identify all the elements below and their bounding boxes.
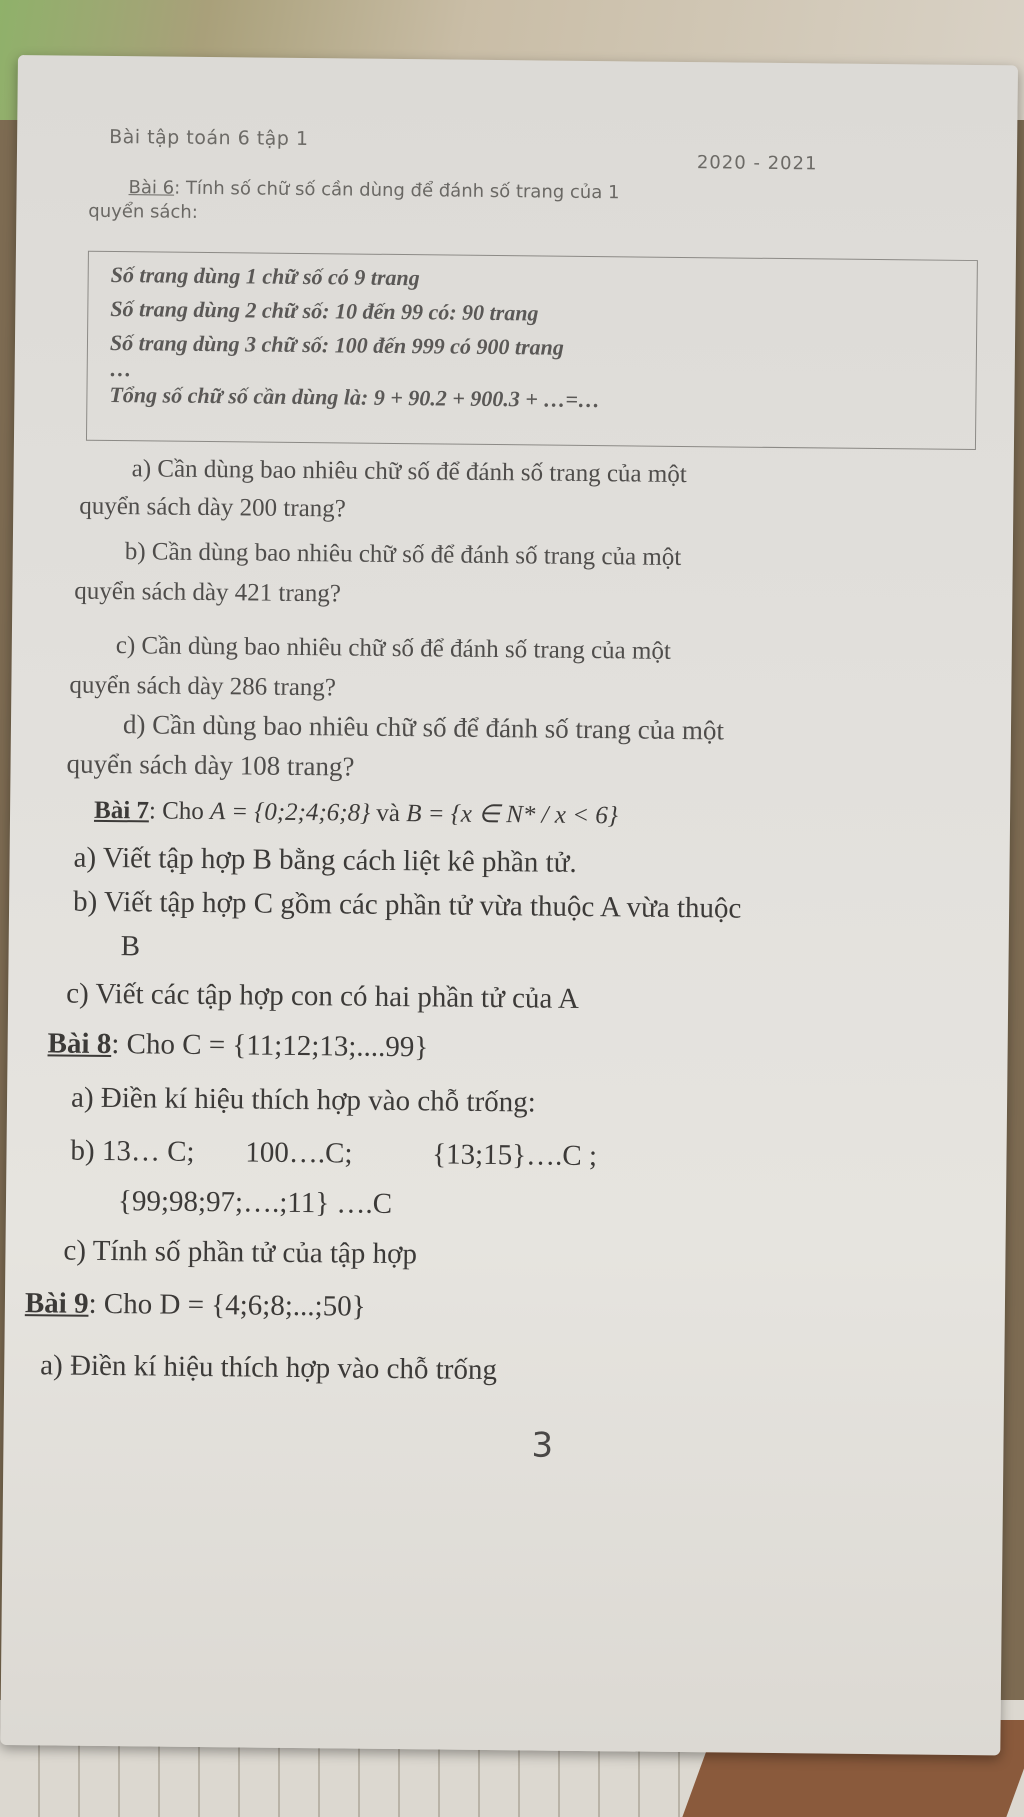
question-6b-line1: b) Cần dùng bao nhiêu chữ số để đánh số trang của một bbox=[124, 538, 682, 571]
hint-box bbox=[86, 251, 978, 450]
set-a: A = {0;2;4;6;8} bbox=[209, 798, 371, 827]
question-6a-line1: a) Cần dùng bao nhiêu chữ số để đánh số trang của một bbox=[131, 455, 687, 489]
question-7b-line1: b) Viết tập hợp C gồm các phần tử vừa thuộc A vừa thuộc bbox=[72, 885, 742, 925]
hint-line-1: Số trang dùng 1 chữ số có 9 trang bbox=[110, 261, 420, 291]
question-6d-line1: d) Cần dùng bao nhiêu chữ số để đánh số trang của một bbox=[122, 709, 725, 746]
exercise-9-label: Bài 9 bbox=[24, 1287, 89, 1320]
question-8b-line2: {99;98;97;….;11} ….C bbox=[117, 1185, 393, 1220]
question-6b-line2: quyển sách dày 421 trang? bbox=[74, 577, 342, 608]
exercise-9-prompt: Bài 9: Cho D = {4;6;8;...;50} bbox=[24, 1287, 366, 1323]
question-6c-line1: c) Cần dùng bao nhiêu chữ số để đánh số trang của một bbox=[115, 632, 672, 665]
exercise-7-label: Bài 7 bbox=[93, 796, 150, 825]
exercise-7-prompt: Bài 7: Cho A = {0;2;4;6;8} và B = {x ∈ N* / x < 6} bbox=[93, 796, 618, 830]
exercise-8-label: Bài 8 bbox=[47, 1027, 112, 1061]
question-8b-line1: b) 13… C; 100….C; {13;15}….C ; bbox=[70, 1134, 598, 1173]
question-8a: a) Điền kí hiệu thích hợp vào chỗ trống: bbox=[70, 1081, 536, 1119]
question-7c: c) Viết các tập hợp con có hai phần tử của A bbox=[66, 977, 580, 1015]
hint-line-3: Số trang dùng 3 chữ số: 100 đến 999 có 900 trang bbox=[109, 329, 564, 360]
book-title: Bài tập toán 6 tập 1 bbox=[109, 125, 309, 151]
page-number: 3 bbox=[531, 1425, 554, 1466]
question-6a-line2: quyển sách dày 200 trang? bbox=[79, 492, 346, 523]
exercise-8-prompt: Bài 8: Cho C = {11;12;13;....99} bbox=[47, 1027, 429, 1064]
exercise-6-label: Bài 6 bbox=[128, 177, 175, 199]
book-page bbox=[0, 55, 1018, 1755]
hint-line-2: Số trang dùng 2 chữ số: 10 đến 99 có: 90 trang bbox=[110, 295, 539, 326]
question-6d-line2: quyển sách dày 108 trang? bbox=[66, 748, 355, 782]
question-7b-line2: B bbox=[120, 930, 141, 963]
exercise-6-text: : Tính số chữ số cần dùng để đánh số trang của 1 bbox=[174, 177, 620, 204]
question-8c: c) Tính số phần tử của tập hợp bbox=[63, 1234, 418, 1271]
set-b: B = {x ∈ N* / x < 6} bbox=[406, 800, 618, 830]
question-6c-line2: quyển sách dày 286 trang? bbox=[69, 671, 337, 702]
school-year: 2020 - 2021 bbox=[696, 152, 818, 175]
question-7a: a) Viết tập hợp B bằng cách liệt kê phần tử. bbox=[73, 841, 577, 879]
question-9a: a) Điền kí hiệu thích hợp vào chỗ trống bbox=[40, 1349, 498, 1387]
hint-ellipsis: … bbox=[109, 355, 132, 382]
hint-total: Tổng số chữ số cần dùng là: 9 + 90.2 + 900.3 + …=… bbox=[109, 381, 601, 413]
exercise-6-text-cont: quyển sách: bbox=[88, 200, 198, 223]
exercise-6-prompt bbox=[88, 176, 938, 233]
